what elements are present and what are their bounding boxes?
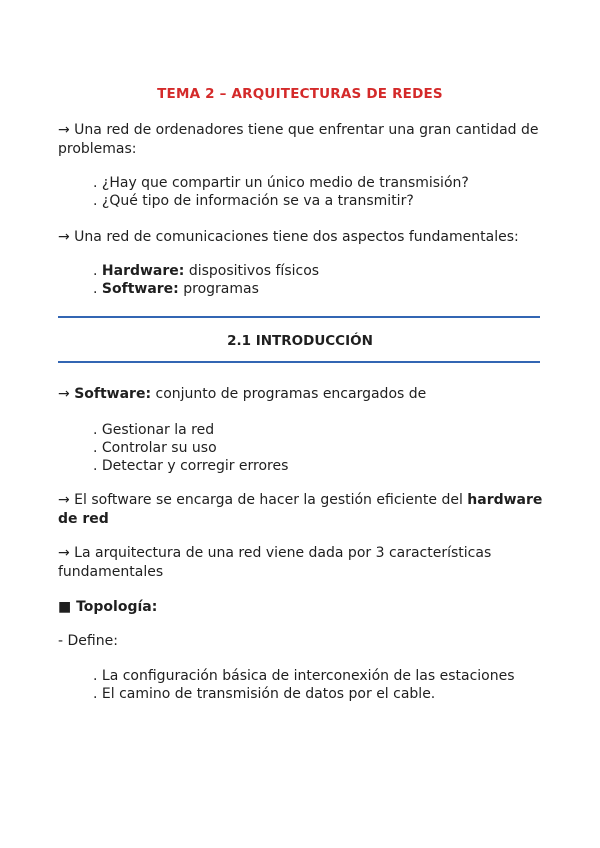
list-item: . Controlar su uso (93, 440, 217, 456)
term-hardware-de-red: hardware de red (58, 492, 543, 527)
list-item-software (93, 280, 259, 299)
software-definition (58, 385, 548, 404)
term-description: conjunto de programas encargados de (151, 386, 427, 402)
hardware-management-paragraph (58, 491, 548, 529)
term-software: Software: (101, 281, 179, 297)
topology-heading: ■ Topología: (58, 599, 158, 615)
section-divider-bottom (58, 361, 540, 363)
term-software: Software: (74, 386, 152, 402)
section-divider-top (58, 316, 540, 318)
section-title: 2.1 INTRODUCCIÓN (227, 333, 373, 349)
document-title: TEMA 2 – ARQUITECTURAS DE REDES (157, 86, 443, 102)
arrow: → (58, 386, 75, 402)
list-item: . Detectar y corregir errores (93, 458, 289, 474)
architecture-paragraph: → La arquitectura de una red viene dada por 3 características fundamentales (58, 545, 492, 580)
list-item: . El camino de transmisión de datos por el cable. (93, 686, 436, 702)
list-item: . ¿Hay que compartir un único medio de transmisión? (93, 175, 469, 191)
list-prefix: . (93, 281, 102, 297)
list-item: . Gestionar la red (93, 422, 215, 438)
list-prefix: . (93, 263, 102, 279)
paragraph-text: → El software se encarga de hacer la gestión eficiente del (58, 492, 468, 508)
intro-paragraph-problems: → Una red de ordenadores tiene que enfrentar una gran cantidad de problemas: (58, 122, 539, 157)
list-item: . La configuración básica de interconexión de las estaciones (93, 668, 515, 684)
term-description: dispositivos físicos (184, 263, 320, 279)
list-item: . ¿Qué tipo de información se va a transmitir? (93, 193, 414, 209)
intro-paragraph-aspects: → Una red de comunicaciones tiene dos aspectos fundamentales: (58, 229, 519, 245)
define-label: - Define: (58, 633, 118, 649)
term-description: programas (178, 281, 259, 297)
list-item-hardware (93, 262, 319, 281)
term-hardware: Hardware: (101, 263, 185, 279)
